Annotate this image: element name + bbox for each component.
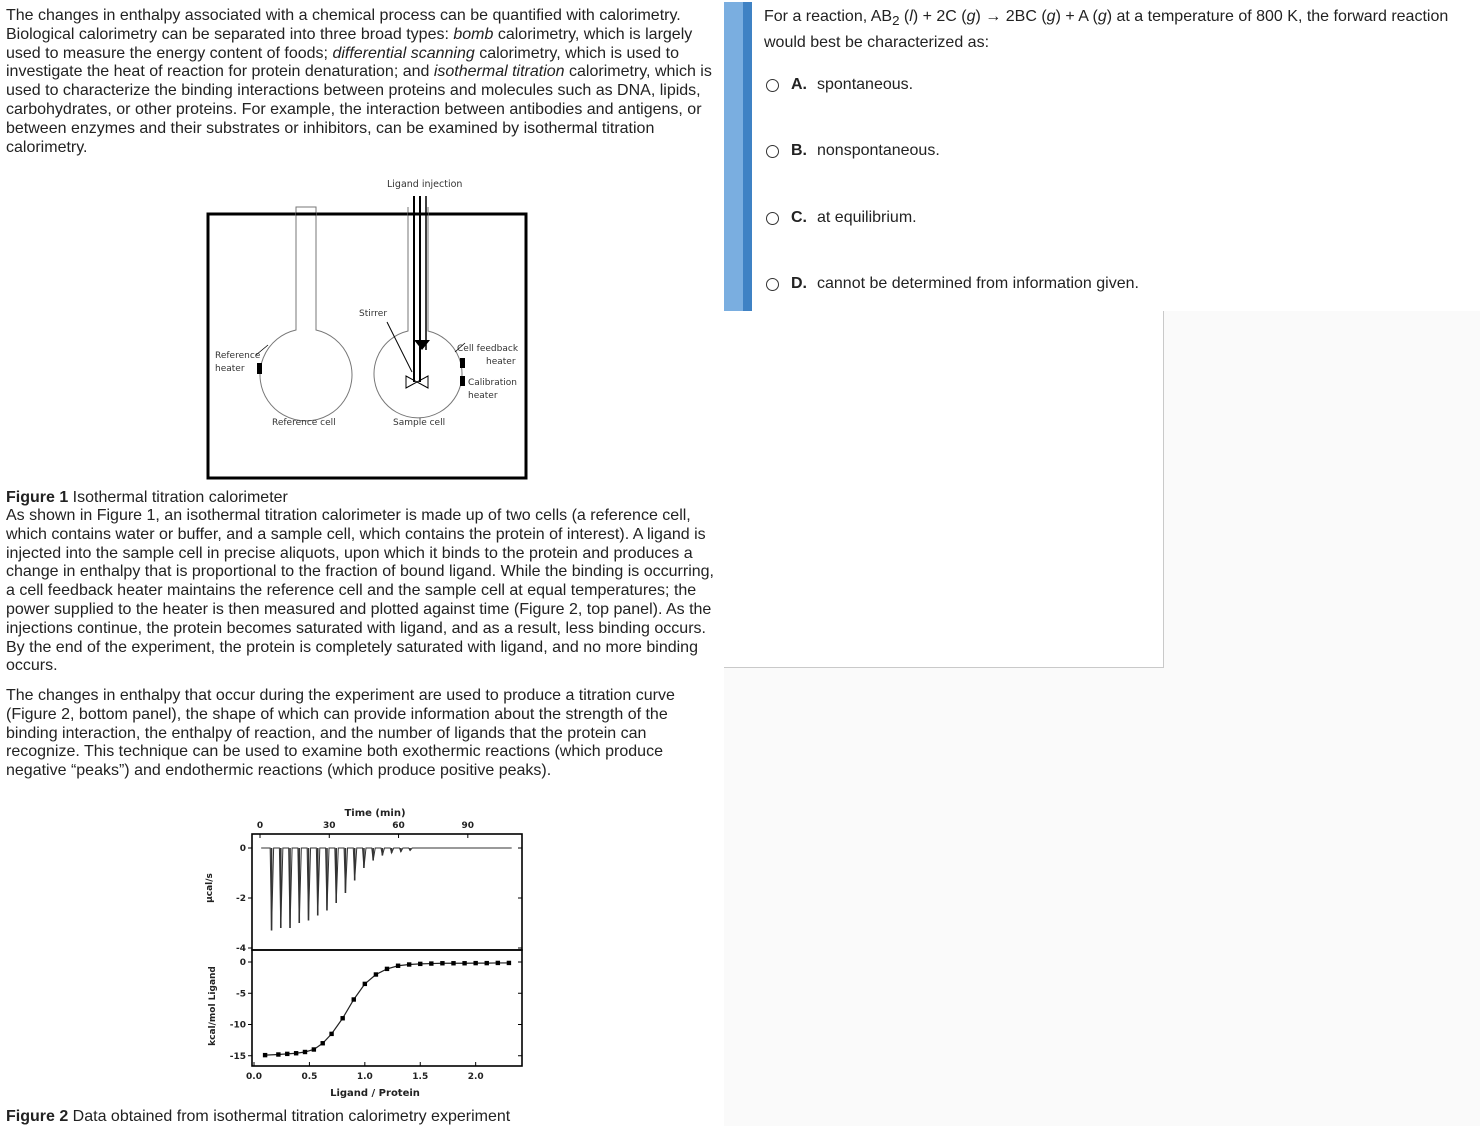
top-x-axis-title: Time (min) bbox=[344, 808, 406, 819]
titration-data-point bbox=[485, 961, 489, 965]
bottom-x-tick-label: 2.0 bbox=[467, 1072, 484, 1082]
option-d-letter: D. bbox=[791, 275, 807, 292]
titration-fit-curve bbox=[265, 963, 509, 1055]
bottom-x-tick-label: 0.5 bbox=[301, 1072, 318, 1082]
figure-1-caption bbox=[6, 488, 288, 507]
passage-text-run: The changes in enthalpy associated with a chemical process can be quantified with calorimetry. Biological calorimetry can be separated into three broad types: bbox=[6, 7, 681, 43]
cell-feedback-heater-block bbox=[460, 358, 465, 368]
passage-paragraph-3: The changes in enthalpy that occur during the experiment are used to produce a titration curve (Figure 2, bottom panel), the shape of which can provide information about the strength of the binding interaction, the enthalpy of reaction, and the number of ligands that the protein can recognize. This technique can be used to examine both exothermic reactions (which produce negative “peaks”) and endothermic reactions (which produce positive peaks). bbox=[6, 687, 675, 780]
titration-data-point bbox=[321, 1041, 325, 1045]
top-y-tick-label: 0 bbox=[239, 844, 246, 854]
titration-data-point bbox=[312, 1047, 316, 1051]
titration-data-point bbox=[303, 1050, 307, 1054]
option-a-radio[interactable] bbox=[766, 79, 779, 92]
option-c[interactable] bbox=[766, 208, 917, 228]
titration-data-point bbox=[263, 1053, 267, 1057]
question-text-run: l bbox=[909, 8, 913, 25]
question-text-run: ) at a temperature of 800 K, the forward reaction would best be characterized as: bbox=[764, 8, 1449, 52]
reference-cell-flask bbox=[260, 207, 352, 421]
top-x-tick-label: 30 bbox=[323, 821, 336, 831]
label-reference-heater-1: Reference bbox=[215, 351, 261, 361]
figure-2-caption-text: Data obtained from isothermal titration calorimetry experiment bbox=[68, 1108, 511, 1125]
option-c-radio[interactable] bbox=[766, 212, 779, 225]
label-sample-cell: Sample cell bbox=[393, 418, 446, 428]
passage-italic-term: differential scanning bbox=[332, 44, 475, 62]
figure-1-caption-text: Isothermal titration calorimeter bbox=[68, 489, 288, 506]
titration-data-point bbox=[374, 972, 378, 976]
option-d[interactable] bbox=[766, 274, 1139, 294]
option-c-letter: C. bbox=[791, 209, 807, 226]
top-x-tick-label: 0 bbox=[256, 821, 264, 831]
titration-data-point bbox=[352, 997, 356, 1001]
question-text-run: g bbox=[966, 8, 976, 25]
top-x-tick-label: 90 bbox=[461, 821, 475, 831]
option-d-text: cannot be determined from information given. bbox=[817, 275, 1139, 292]
label-cell-feedback-1: Cell feedback bbox=[457, 344, 519, 354]
option-d-radio[interactable] bbox=[766, 278, 779, 291]
calibration-heater-block bbox=[460, 376, 465, 386]
bottom-y-axis-title: kcal/mol Ligand bbox=[208, 966, 218, 1046]
titration-data-point bbox=[418, 962, 422, 966]
bottom-y-tick-label: -10 bbox=[229, 1020, 246, 1031]
top-y-tick-label: -4 bbox=[236, 944, 246, 954]
titration-data-point bbox=[440, 961, 444, 965]
question-accent-bar-inner bbox=[743, 2, 752, 311]
question-text-run: g bbox=[1046, 8, 1056, 25]
passage-text-run: calorimetry, which is largely used to measure the energy content of foods; bbox=[6, 25, 693, 62]
option-a-text: spontaneous. bbox=[817, 76, 914, 93]
option-a[interactable] bbox=[766, 75, 913, 95]
titration-data-point bbox=[276, 1052, 280, 1056]
passage-italic-term: bomb bbox=[453, 25, 494, 43]
option-c-text: at equilibrium. bbox=[817, 209, 917, 226]
titration-data-point bbox=[496, 961, 500, 965]
question-stem bbox=[764, 6, 1476, 54]
label-reference-cell: Reference cell bbox=[272, 418, 336, 428]
titration-data-point bbox=[385, 967, 389, 971]
titration-data-point bbox=[429, 961, 433, 965]
label-calibration-1: Calibration bbox=[468, 378, 517, 388]
option-b[interactable] bbox=[766, 141, 940, 161]
label-cell-feedback-2: heater bbox=[486, 357, 516, 367]
figure-1-caption-label: Figure 1 bbox=[6, 489, 69, 506]
titration-data-point bbox=[363, 982, 367, 986]
figure-2-caption bbox=[6, 1107, 510, 1126]
passage-text-run: calorimetry, which is used to characterize the binding interactions between proteins and molecules such as DNA, lipids, carbohydrates, or other proteins. For example, the interaction between antibodies and antigens, or between enzymes and their substrates or inhibitors, can be examined by isothermal titration calorimetry. bbox=[6, 63, 712, 156]
option-b-radio[interactable] bbox=[766, 145, 779, 158]
titration-data-point bbox=[451, 961, 455, 965]
option-b-letter: B. bbox=[791, 142, 807, 159]
option-a-letter: A. bbox=[791, 76, 807, 93]
bottom-y-tick-label: -5 bbox=[236, 989, 246, 1000]
bottom-x-tick-label: 1.0 bbox=[356, 1072, 373, 1082]
bottom-x-axis-title: Ligand / Protein bbox=[330, 1088, 420, 1099]
question-text-run: For a reaction, AB bbox=[764, 8, 893, 25]
titration-data-point bbox=[462, 961, 466, 965]
bottom-x-tick-label: 0.0 bbox=[246, 1072, 262, 1082]
question-text-run: ) → 2BC ( bbox=[975, 8, 1047, 25]
reference-heater-block bbox=[257, 363, 262, 374]
passage-paragraph-2: As shown in Figure 1, an isothermal titration calorimeter is made up of two cells (a reference cell, which contains water or buffer, and a sample cell, which contains the protein of interest). A ligand is injected into the sample cell in precise aliquots, upon which it binds to the protein and produces a change in enthalpy that is proportional to the fraction of bound ligand. While the binding is occurring, a cell feedback heater maintains the reference cell and the sample cell at equal temperatures; the power supplied to the heater is then measured and plotted against time (Figure 2, top panel). As the injections continue, the protein becomes saturated with ligand, and as a result, less binding occurs. By the end of the experiment, the protein is completely saturated with ligand, and no more binding occurs. bbox=[6, 507, 714, 675]
figure-2-caption-label: Figure 2 bbox=[6, 1108, 69, 1125]
question-text-run: 2 bbox=[892, 13, 900, 29]
question-text-run: ) + A ( bbox=[1055, 8, 1098, 25]
question-text-run: ( bbox=[899, 8, 910, 25]
question-text-run: g bbox=[1097, 8, 1107, 25]
passage-italic-term: isothermal titration bbox=[433, 63, 565, 81]
bottom-y-tick-label: -15 bbox=[229, 1051, 246, 1062]
top-y-tick-label: -2 bbox=[236, 894, 246, 904]
bottom-y-tick-label: 0 bbox=[239, 958, 246, 968]
passage-text-run: calorimetry, which is used to investigate the heat of reaction for protein denaturation; and bbox=[6, 44, 679, 81]
answer-explanation-area bbox=[724, 311, 1164, 668]
titration-data-point bbox=[294, 1051, 298, 1055]
label-stirrer: Stirrer bbox=[359, 309, 388, 319]
titration-data-point bbox=[473, 961, 477, 965]
label-reference-heater-2: heater bbox=[215, 364, 245, 374]
figure-1-calorimeter-diagram bbox=[200, 170, 540, 482]
titration-data-point bbox=[507, 961, 511, 965]
titration-data-point bbox=[407, 962, 411, 966]
titration-data-point bbox=[329, 1032, 333, 1036]
option-b-text: nonspontaneous. bbox=[817, 142, 940, 159]
titration-data-point bbox=[340, 1016, 344, 1020]
top-x-tick-label: 60 bbox=[392, 821, 405, 831]
figure-2-itc-chart bbox=[200, 800, 540, 1106]
bottom-x-tick-label: 1.5 bbox=[412, 1072, 429, 1082]
passage-paragraph-1 bbox=[6, 7, 718, 157]
label-calibration-2: heater bbox=[468, 391, 498, 401]
label-ligand-injection: Ligand injection bbox=[387, 179, 463, 190]
titration-data-point bbox=[285, 1052, 289, 1056]
sample-cell-flask bbox=[374, 207, 462, 418]
titration-data-point bbox=[396, 964, 400, 968]
top-y-axis-title: µcal/s bbox=[205, 873, 215, 903]
question-text-run: ) + 2C ( bbox=[912, 8, 967, 25]
